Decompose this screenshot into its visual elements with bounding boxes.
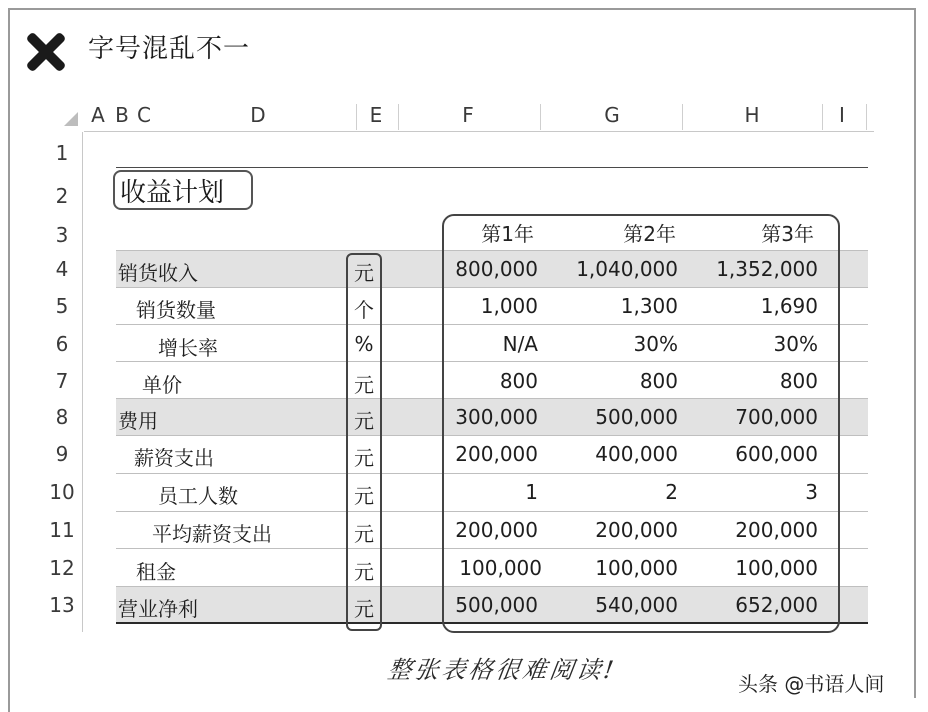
cell-value: 1 <box>525 480 538 504</box>
cell-value: 100,000 <box>459 556 542 580</box>
column-header-b: B <box>115 103 129 127</box>
cell-value: 800 <box>639 369 678 393</box>
row-unit: 元 <box>354 373 374 397</box>
column-header-e: E <box>369 103 383 127</box>
row-number: 10 <box>49 480 75 504</box>
column-divider <box>540 104 541 130</box>
row-label: 销货收入 <box>118 261 198 285</box>
cell-value: 1,040,000 <box>576 257 678 281</box>
table-top-rule <box>116 167 868 168</box>
row-unit: 元 <box>354 522 374 546</box>
row-label: 租金 <box>136 560 176 584</box>
column-divider <box>822 104 823 130</box>
row-unit: 元 <box>354 597 374 621</box>
cell-value: 200,000 <box>595 518 678 542</box>
row-number: 12 <box>49 556 75 580</box>
row-unit: 元 <box>354 484 374 508</box>
cell-value: 540,000 <box>595 593 678 617</box>
column-header-h: H <box>744 103 760 127</box>
cell-value: N/A <box>502 332 538 356</box>
row-number: 13 <box>49 593 75 617</box>
column-header-f: F <box>462 103 474 127</box>
cell-value: 652,000 <box>735 593 818 617</box>
row-label: 单价 <box>142 373 182 397</box>
row-number: 4 <box>55 257 69 281</box>
column-header-c: C <box>137 103 151 127</box>
source-watermark: 头条 @书语人间 <box>738 672 885 696</box>
value-columns-highlight-box <box>442 214 840 633</box>
cell-value: 400,000 <box>595 442 678 466</box>
column-divider <box>866 104 867 130</box>
table-title: 收益计划 <box>120 178 225 208</box>
row-unit: 元 <box>354 446 374 470</box>
row-number: 5 <box>55 294 69 318</box>
header-rule <box>84 131 874 132</box>
row-label: 销货数量 <box>136 298 216 322</box>
year-header-2: 第2年 <box>623 222 676 246</box>
cell-value: 200,000 <box>735 518 818 542</box>
row-number: 8 <box>55 405 69 429</box>
cell-value: 800,000 <box>455 257 538 281</box>
year-header-1: 第1年 <box>481 222 534 246</box>
x-mark-icon <box>24 30 68 74</box>
row-unit: 元 <box>354 261 374 285</box>
cell-value: 500,000 <box>455 593 538 617</box>
row-number: 2 <box>55 184 69 208</box>
column-header-d: D <box>250 103 266 127</box>
row-number: 6 <box>55 332 69 356</box>
frame-edge <box>8 697 10 712</box>
row-unit: % <box>354 332 374 356</box>
cell-value: 30% <box>633 332 678 356</box>
row-number: 3 <box>55 223 69 247</box>
column-header-g: G <box>604 103 620 127</box>
row-unit: 个 <box>354 298 374 322</box>
cell-value: 1,000 <box>480 294 538 318</box>
cell-value: 600,000 <box>735 442 818 466</box>
cell-value: 800 <box>499 369 538 393</box>
cell-value: 100,000 <box>735 556 818 580</box>
column-divider <box>356 104 357 130</box>
cell-value: 30% <box>773 332 818 356</box>
cell-value: 700,000 <box>735 405 818 429</box>
row-label: 员工人数 <box>158 484 238 508</box>
cell-value: 2 <box>665 480 678 504</box>
row-label: 薪资支出 <box>134 446 214 470</box>
row-label: 费用 <box>118 409 158 433</box>
row-label: 营业净利 <box>118 597 198 621</box>
page-heading: 字号混乱不一 <box>88 34 251 64</box>
cell-value: 500,000 <box>595 405 678 429</box>
unit-column-highlight-box <box>346 253 382 631</box>
cell-value: 200,000 <box>455 518 538 542</box>
column-divider <box>398 104 399 130</box>
cell-value: 3 <box>805 480 818 504</box>
cell-value: 1,300 <box>620 294 678 318</box>
row-number: 11 <box>49 518 75 542</box>
handwritten-caption: 整张表格很难阅读! <box>385 656 619 684</box>
row-label: 平均薪资支出 <box>152 522 272 546</box>
select-all-corner <box>64 112 78 126</box>
row-number: 7 <box>55 369 69 393</box>
cell-value: 300,000 <box>455 405 538 429</box>
row-number: 1 <box>55 141 69 165</box>
cell-value: 1,352,000 <box>716 257 818 281</box>
cell-value: 100,000 <box>595 556 678 580</box>
year-header-3: 第3年 <box>761 222 814 246</box>
row-unit: 元 <box>354 560 374 584</box>
row-unit: 元 <box>354 409 374 433</box>
column-header-i: I <box>839 103 845 127</box>
cell-value: 200,000 <box>455 442 538 466</box>
row-number: 9 <box>55 442 69 466</box>
column-divider <box>682 104 683 130</box>
cell-value: 1,690 <box>760 294 818 318</box>
cell-value: 800 <box>779 369 818 393</box>
column-header-a: A <box>91 103 105 127</box>
row-label: 增长率 <box>158 336 218 360</box>
